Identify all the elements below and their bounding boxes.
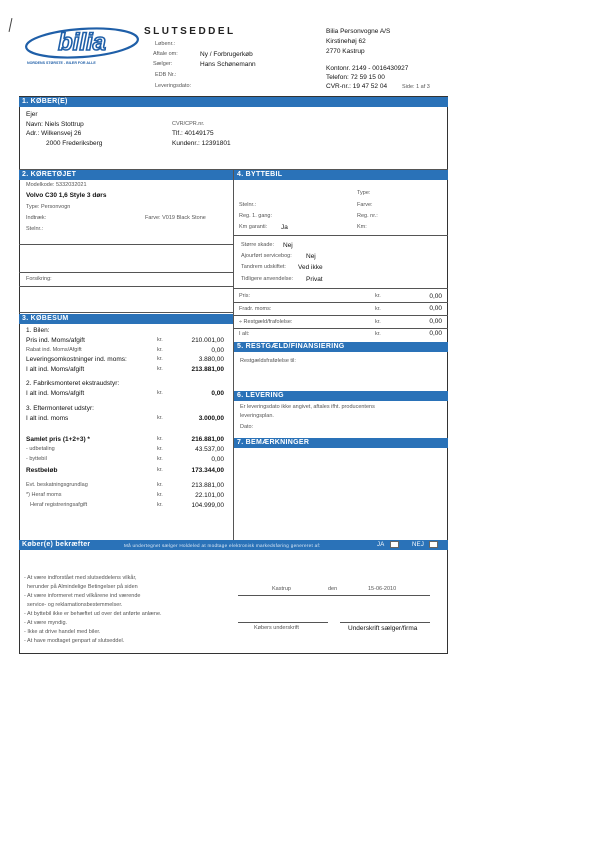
marketing-question: Må undertegnet sælger Holdeled at modtage elektronisk markedsføring genereret af: [124,543,321,548]
bilia-logo [24,26,140,60]
divider [19,286,233,287]
currency: kr. [375,331,381,337]
remaining-label: Restbeløb [26,467,58,474]
currency: kr. [157,347,163,353]
total-price-label: Samlet pris (1+2+3) * [26,436,90,443]
subheading-aftermarket: 3. Eftermonteret udstyr: [26,405,94,412]
buyer-city: 2000 Frederiksberg [46,140,103,147]
insurance-label: Forsikring: [26,276,52,282]
page-number: Side: 1 af 3 [402,84,430,90]
trade-type: Type: [357,190,371,196]
section-3-header: 3. KØBESUM [19,314,233,324]
currency: kr. [157,482,163,488]
section-6-header: 6. LEVERING [234,391,448,401]
currency: kr. [157,415,163,421]
confirmation-header [19,540,448,550]
currency: kr. [157,456,163,462]
yes-checkbox[interactable] [390,541,399,548]
buyer-address: Adr.: Wilkensvej 26 [26,130,82,137]
delivery-date-label: Dato: [240,424,254,430]
buyer-role: Ejer [26,111,38,118]
company-street: Kirstinehøj 62 [326,38,366,45]
aftermarket-subtotal-label: I alt ind. moms [26,415,69,422]
price-amount: 210.001,00 [191,337,224,344]
confirm-item: herunder på Almindelige Betingelser på siden [27,584,138,590]
trade-first-reg: Reg. 1. gang: [239,213,273,219]
delivery-note-line-1: Er leveringsdato ikke angivet, aftales ifht. producentens [240,404,375,410]
telefon: Telefon: 72 59 15 00 [326,74,385,81]
trade-total-amount: 0,00 [429,330,442,337]
section-4-header: 4. BYTTEBIL [234,170,448,180]
divider [19,312,233,313]
sign-date: 15-06-2010 [368,586,397,592]
delivery-note-line-2: leveringsplan. [240,413,274,419]
total-price-amount: 216.881,00 [191,436,224,443]
trade-total-label: I alt: [239,331,250,337]
divider [234,302,448,303]
divider [19,244,233,245]
column-divider [233,170,234,540]
currency: kr. [157,436,163,442]
seller-signature-line [340,622,430,623]
sign-place: Kastrup [272,586,291,592]
field-label: Løbenr.: [155,41,176,47]
registration-tax-amount: 104.999,00 [191,502,224,509]
section-7-header: 7. BEMÆRKNINGER [234,438,448,448]
confirmation-title: Køber(e) bekræfter [22,541,91,548]
previous-use-value: Privat [306,276,323,283]
trade-color: Farve: [357,202,373,208]
section-5-header: 5. RESTGÆLD/FINANSIERING [234,342,448,352]
delivery-cost-label: Leveringsomkostninger ind. moms: [26,356,127,363]
car-subtotal-label: I alt ind. Moms/afgift [26,366,85,373]
buyer-name: Navn: Niels Stottrup [26,121,84,128]
buyer-phone: Tlf.: 40149175 [172,130,214,137]
vehicle-model: Volvo C30 1,6 Style 3 dørs [26,192,107,199]
trade-in-label: - byttebil [26,456,47,462]
previous-use-label: Tidligere anvendelse: [241,276,294,282]
page-tick-mark [9,18,13,32]
field-label: Leveringsdato: [155,83,192,89]
buyer-kundenr: Kundenr.: 12391801 [172,140,231,147]
buyer-signature-line [238,622,328,623]
damage-value: Nej [283,242,293,249]
divider [234,235,448,236]
damage-label: Større skade: [241,242,275,248]
service-book-value: Nej [306,253,316,260]
timing-belt-value: Ved ikke [298,264,323,271]
trade-vat-label: Fradr. moms: [239,306,272,312]
seller-signature-label[interactable]: Underskrift sælger/firma [348,625,418,632]
debt-waiver-label: Restgældsfrafølelse til: [240,358,296,364]
subheading-car: 1. Bilen: [26,327,50,334]
buyer-signature-label[interactable]: Købers underskrift [254,625,299,631]
trade-price-label: Pris: [239,293,250,299]
vat-amount: 22.101,00 [195,492,224,499]
currency: kr. [157,366,163,372]
currency: kr. [157,492,163,498]
logo-text: bilia [57,29,107,56]
factory-subtotal-amount: 0,00 [211,390,224,397]
confirm-item: - At byttebil ikke er behæftet ud over det anførte anlæne. [24,611,162,617]
trade-chassis: Stelnr.: [239,202,257,208]
km-guarantee-value: Ja [281,224,288,231]
km-guarantee-label: Km garanti: [239,224,268,230]
trade-debt-amount: 0,00 [429,318,442,325]
field-label: EDB Nr.: [155,72,177,78]
section-2-header: 2. KØRETØJET [19,170,233,180]
vehicle-type: Type: Personvogn [26,204,71,210]
company-name: Bilia Personvogne A/S [326,28,391,35]
vat-label: *) Heraf moms [26,492,62,498]
yes-label: JA [377,542,385,548]
currency: kr. [375,293,381,299]
factory-subtotal-label: I alt ind. Moms/afgift [26,390,85,397]
buyer-cpr: CVR/CPR.nr. [172,121,205,127]
company-city: 2770 Kastrup [326,48,365,55]
vehicle-interior: Indtræk: [26,215,47,221]
down-payment-label: - udbetaling [26,446,55,452]
trade-in-amount: 0,00 [211,456,224,463]
field-value: Ny / Forbrugerkøb [200,51,253,58]
remaining-amount: 173.344,00 [191,467,224,474]
no-label: NEJ [412,542,425,548]
trade-debt-label: ÷ Restgæld/frafolelse: [239,319,293,325]
currency: kr. [375,319,381,325]
subheading-factory-equipment: 2. Fabriksmonteret ekstraudstyr: [26,380,120,387]
currency: kr. [157,446,163,452]
currency: kr. [157,502,163,508]
currency: kr. [157,390,163,396]
confirm-item: service- og reklamationsbestemmelser. [27,602,123,608]
date-line [238,595,430,596]
trade-reg-number: Reg. nr.: [357,213,378,219]
vehicle-color: Farve: V019 Black Stone [145,215,206,221]
section-1-header: 1. KØBER(E) [19,97,448,107]
confirm-item: - At have modtaget genpart af slutseddel. [24,638,125,644]
tax-basis-label: Evt. beskatningsgrundlag [26,482,88,488]
delivery-cost-amount: 3.880,00 [198,356,224,363]
model-code: Modelkode: 5332032021 [26,182,87,188]
document-title: SLUTSEDDEL [144,26,236,37]
field-label: Aftale om: [153,51,178,57]
trade-km: Km: [357,224,367,230]
vehicle-chassis: Stelnr.: [26,226,44,232]
confirm-item: - At være indforstået med slutseddelens vilkår, [24,575,137,581]
divider [234,328,448,329]
aftermarket-subtotal-amount: 3.000,00 [198,415,224,422]
field-value: Hans Schønemann [200,61,256,68]
confirm-item: - At være myndig. [24,620,68,626]
trade-price-amount: 0,00 [429,293,442,300]
currency: kr. [157,337,163,343]
divider [234,315,448,316]
divider [19,272,233,273]
registration-tax-label: Heraf registreringsafgift [30,502,88,508]
kontonr: Kontonr. 2149 - 0016430927 [326,65,409,72]
currency: kr. [157,467,163,473]
down-payment-amount: 43.537,00 [195,446,224,453]
price-label: Pris ind. Moms/afgift [26,337,85,344]
field-label: Sælger: [153,61,173,67]
discount-amount: 0,00 [211,347,224,354]
logo-tagline: NORDENS STØRSTE - BILER FOR ALLE [27,61,96,65]
no-checkbox[interactable] [429,541,438,548]
currency: kr. [157,356,163,362]
service-book-label: Ajourført servicebog: [241,253,292,259]
divider [234,288,448,289]
timing-belt-label: Tandrem udskiftet: [241,264,286,270]
sign-den: den [328,586,338,592]
confirm-item: - At være informeret med vilkårene ind værende [24,593,141,599]
confirm-item: - Ikke at drive handel med biler. [24,629,101,635]
currency: kr. [375,306,381,312]
cvr: CVR-nr.: 19 47 52 04 [326,83,388,90]
car-subtotal-amount: 213.881,00 [191,366,224,373]
tax-basis-amount: 213.881,00 [191,482,224,489]
discount-label: Rabat ind. Moms/Afgift [26,347,82,353]
trade-vat-amount: 0,00 [429,305,442,312]
